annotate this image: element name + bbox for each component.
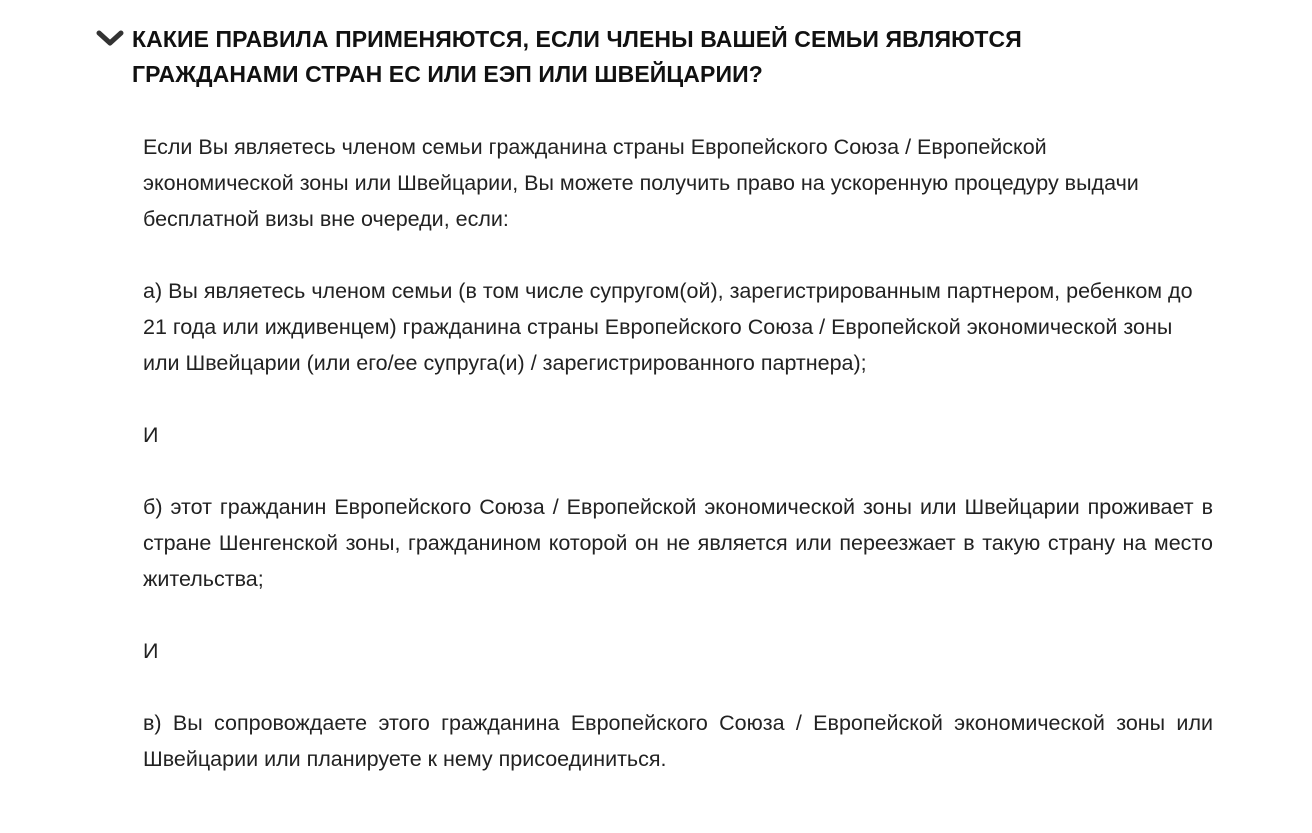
answer-conjunction-and: И (143, 423, 159, 447)
faq-question-title[interactable]: КАКИЕ ПРАВИЛА ПРИМЕНЯЮТСЯ, ЕСЛИ ЧЛЕНЫ ВАШЕЙ СЕМЬИ ЯВЛЯЮТСЯ ГРАЖДАНАМИ СТРАН ЕС ИЛИ ЕЭП ИЛИ ШВЕЙЦАРИИ? (132, 26, 1022, 87)
answer-intro-paragraph: Если Вы являетесь членом семьи гражданина страны Европейского Союза / Европейской экономической зоны или Швейцарии, Вы можете получить право на ускоренную процедуру выдачи бесплатной визы вне очереди, если: (143, 135, 1139, 231)
chevron-down-icon[interactable] (96, 28, 124, 48)
answer-conjunction-and: И (143, 639, 159, 663)
answer-condition-b: б) этот гражданин Европейского Союза / Европейской экономической зоны или Швейцарии проживает в стране Шенгенской зоны, гражданином которой он не является или переезжает в такую страну на место жительства; (143, 495, 1213, 591)
answer-condition-c: в) Вы сопровождаете этого гражданина Европейского Союза / Европейской экономической зоны или Швейцарии или планируете к нему присоединиться. (143, 711, 1213, 771)
answer-condition-a: а) Вы являетесь членом семьи (в том числе супругом(ой), зарегистрированным партнером, ребенком до 21 года или иждивенцем) гражданина страны Европейского Союза / Европейской экономической зоны или Швейцарии (или его/ее супруга(и) / зарегистрированного партнера); (143, 279, 1193, 375)
